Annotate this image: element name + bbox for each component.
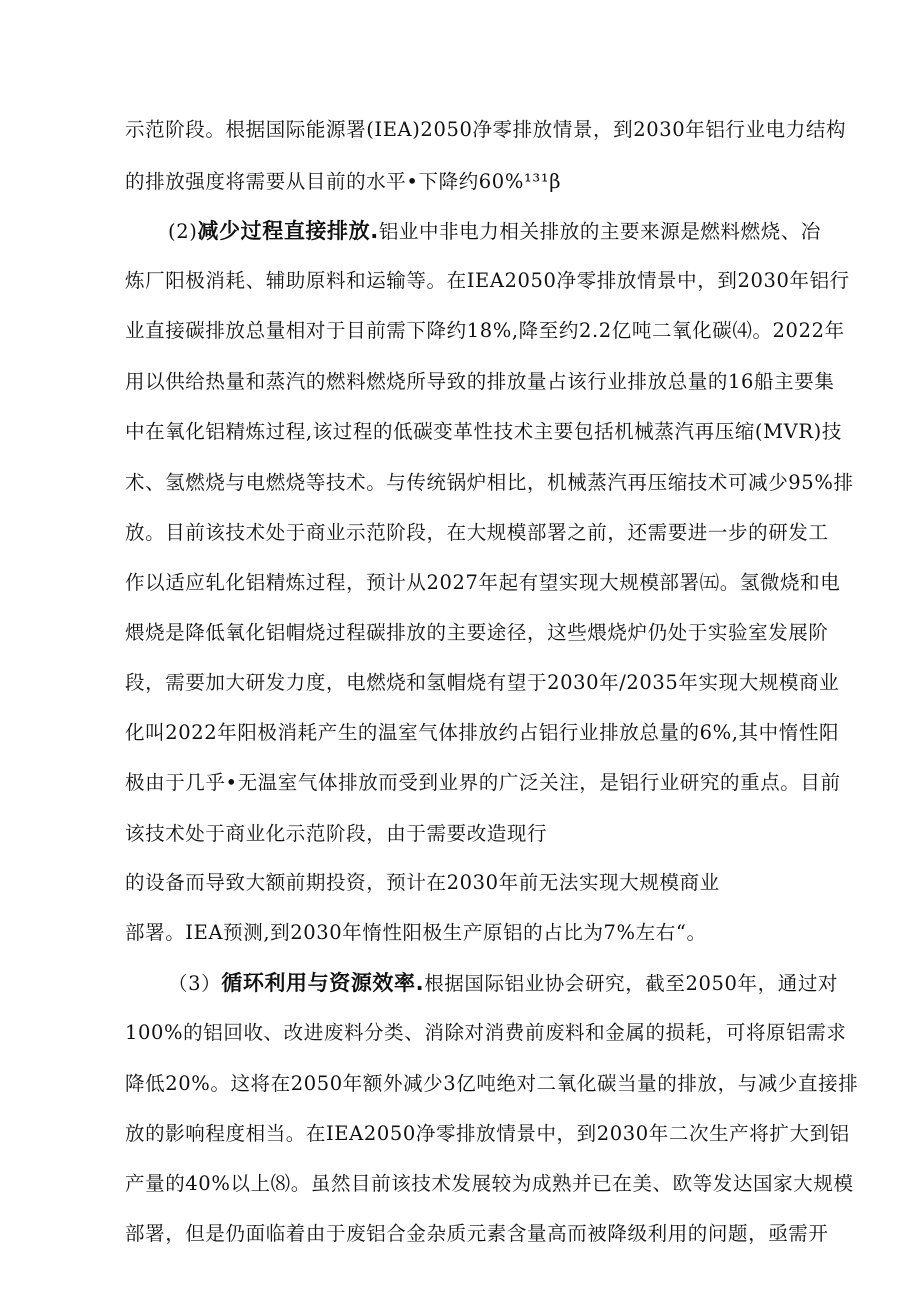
paragraph-line: 作以适应轧化铝精炼过程，预计从2027年起有望实现大规模部署㈤。氢微烧和电	[125, 571, 841, 594]
section-3-title: 循环利用与资源效率.	[221, 971, 425, 995]
paragraph-line: 100%的铝回收、改进废料分类、消除对消费前废料和金属的损耗，可将原铝需求	[125, 1021, 847, 1044]
paragraph-line: 示范阶段。根据国际能源署(IEA)2050净零排放情景，到2030年铝行业电力结构	[125, 118, 847, 141]
paragraph-line: 煨烧是降低氧化铝帽烧过程碳排放的主要途径，这些煨烧炉仍处于实验室发展阶	[125, 621, 829, 644]
paragraph-line: 降低20%。这将在2050年额外减少3亿吨绝对二氧化碳当量的排放，与减少直接排	[125, 1072, 859, 1095]
paragraph-line: 放。目前该技术处于商业示范阶段，在大规模部署之前，还需要进一步的研发工	[125, 521, 829, 544]
paragraph-line: 化叫2022年阳极消耗产生的温室气体排放约占铝行业排放总量的6%,其中惰性阳	[125, 721, 840, 744]
paragraph-line: 放的影响程度相当。在IEA2050净零排放情景中，到2030年二次生产将扩大到铝	[125, 1122, 850, 1145]
paragraph-line: 极由于几乎•无温室气体排放而受到业界的广泛关注，是铝行业研究的重点。目前	[125, 771, 841, 794]
paragraph-line: 的设备而导致大额前期投资，预计在2030年前无法实现大规模商业	[125, 871, 720, 894]
paragraph-line: 业直接碳排放总量相对于目前需下降约18%,降至约2.2亿吨二氧化碳⑷。2022年	[125, 319, 845, 342]
section-2-text: 铝业中非电力相关排放的主要来源是燃料燃烧、冶	[378, 220, 822, 243]
section-3-number: （3）	[168, 972, 222, 995]
section-3-text: 根据国际铝业协会研究，截至2050年，通过对	[424, 972, 839, 995]
section-2-heading-line	[168, 216, 821, 247]
section-2-title: 减少过程直接排放.	[197, 219, 379, 243]
paragraph-line: 术、氢燃烧与电燃烧等技术。与传统锅炉相比，机械蒸汽再压缩技术可减少95%排	[125, 471, 854, 494]
paragraph-line: 该技术处于商业化示范阶段，由于需要改造现行	[125, 822, 548, 845]
paragraph-line: 段，需要加大研发力度，电燃烧和氢帽烧有望于2030年/2035年实现大规模商业	[125, 671, 840, 694]
paragraph-line: 的排放强度将需要从目前的水平•下降约60%¹³¹β	[125, 170, 562, 193]
paragraph-line: 部署，但是仍面临着由于废铝合金杂质元素含量高而被降级利用的问题，亟需开	[125, 1222, 829, 1245]
section-2-number: (2)	[168, 220, 198, 243]
paragraph-line: 用以供给热量和蒸汽的燃料燃烧所导致的排放量占该行业排放总量的16船主要集	[125, 370, 835, 393]
section-3-heading-line	[168, 968, 838, 999]
paragraph-line: 产量的40%以上⑻。虽然目前该技术发展较为成熟并已在美、欧等发达国家大规模	[125, 1172, 854, 1195]
paragraph-line: 部署。IEA预测,到2030年惰性阳极生产原铝的占比为7%左右“。	[125, 921, 707, 944]
paragraph-line: 炼厂阳极消耗、辅助原料和运输等。在IEA2050净零排放情景中，到2030年铝行	[125, 269, 850, 292]
paragraph-line: 中在氧化铝精炼过程,该过程的低碳变革性技术主要包括机械蒸汽再压缩(MVR)技	[125, 420, 842, 443]
